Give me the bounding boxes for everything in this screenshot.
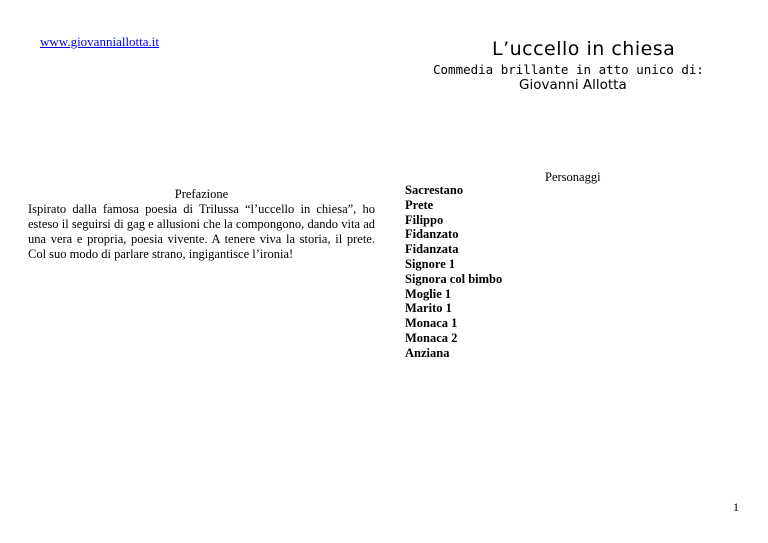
character-item: Fidanzato [405,227,459,242]
character-item: Signore 1 [405,256,456,271]
website-link[interactable]: www.giovanniallotta.it [40,34,160,49]
character-item: Sacrestano [405,183,464,197]
character-item: Signora col bimbo [405,271,503,286]
character-item: Anziana [405,345,450,360]
characters-list [405,183,502,361]
character-item: Marito 1 [405,301,452,316]
characters-heading: Personaggi [545,170,601,184]
page-number: 1 [733,500,739,514]
preface-text: Ispirato dalla famosa poesia di Trilussa “l’uccello in chiesa”, ho esteso il seguirsi di gag e allusioni che la compongono, dando vita ad una vera e propria, poesia vivente. A tenere viva la storia, il prete. Col suo modo di parlare strano, ingigantisce l’ironia! [28,202,375,261]
preface-heading: Prefazione [174,187,229,201]
preface-section [28,187,375,262]
play-title: L’uccello in chiesa [492,38,676,60]
character-item: Monaca 2 [405,330,458,345]
play-subtitle: Commedia brillante in atto unico di: [433,62,704,77]
author-name: Giovanni Allotta [519,77,627,93]
character-item: Moglie 1 [405,286,452,301]
character-item: Prete [405,197,434,212]
character-item: Filippo [405,212,444,227]
character-item: Monaca 1 [405,316,458,331]
character-item: Fidanzata [405,242,459,257]
